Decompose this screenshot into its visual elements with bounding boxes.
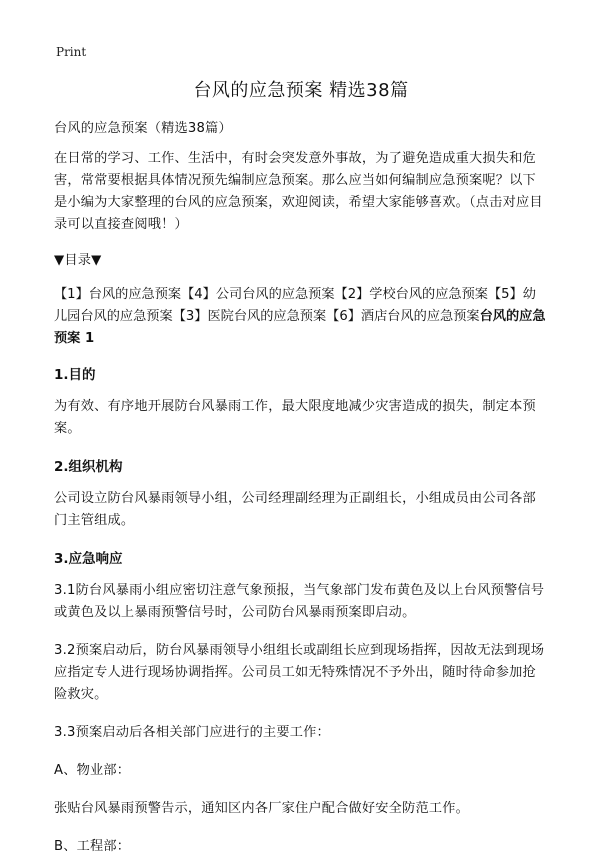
toc-heading: ▼目录▼ xyxy=(54,253,102,268)
section-heading-response: 3.应急响应 xyxy=(54,551,123,567)
section-text-purpose: 为有效、有序地开展防台风暴雨工作，最大限度地减少灾害造成的损失，制定本预案。 xyxy=(54,399,536,436)
toc-item-2[interactable]: 【2】学校台风的应急预案 xyxy=(334,287,488,302)
toc-item-1[interactable]: 【1】台风的应急预案 xyxy=(54,287,182,302)
section-text-3-3: 3.3预案启动后各相关部门应进行的主要工作： xyxy=(54,725,330,740)
subtitle: 台风的应急预案（精选38篇） xyxy=(54,121,232,136)
print-link[interactable]: Print xyxy=(56,45,87,59)
property-dept-text: 张贴台风暴雨预警告示，通知区内各厂家住户配合做好安全防范工作。 xyxy=(54,801,470,816)
section-heading-organization: 2.组织机构 xyxy=(54,459,123,475)
section-text-organization: 公司设立防台风暴雨领导小组，公司经理副经理为正副组长，小组成员由公司各部门主管组成。 xyxy=(54,491,536,528)
property-dept-label: A、物业部： xyxy=(54,763,131,778)
toc-item-6[interactable]: 【6】酒店台风的应急预案 xyxy=(326,309,480,324)
section-text-3-1: 3.1防台风暴雨小组应密切注意气象预报，当气象部门发布黄色及以上台风预警信号或黄色及以上暴雨预警信号时，公司防台风暴雨预案即启动。 xyxy=(54,583,545,620)
section-heading-purpose: 1.目的 xyxy=(54,367,96,383)
toc-item-3[interactable]: 【3】医院台风的应急预案 xyxy=(172,309,327,324)
table-of-contents xyxy=(54,284,548,350)
intro-paragraph: 在日常的学习、工作、生活中，有时会突发意外事故，为了避免造成重大损失和危害，常常要根据具体情况预先编制应急预案。那么应当如何编制应急预案呢？以下是小编为大家整理的台风的应急预案，欢迎阅读，希望大家能够喜欢。（点击对应目录可以直接查阅哦！） xyxy=(54,151,543,232)
page-title: 台风的应急预案 精选38篇 xyxy=(193,80,409,101)
first-article-heading: 台风的应急预案 1 xyxy=(54,309,546,346)
toc-item-5[interactable]: 【5】幼儿园台风的应急预案 xyxy=(54,287,536,324)
engineering-dept-label: B、工程部： xyxy=(54,839,131,854)
section-text-3-2: 3.2预案启动后，防台风暴雨领导小组组长或副组长应到现场指挥，因故无法到现场应指定专人进行现场协调指挥。公司员工如无特殊情况不予外出，随时待命参加抢险救灾。 xyxy=(54,643,545,702)
toc-item-4[interactable]: 【4】公司台风的应急预案 xyxy=(181,287,335,302)
